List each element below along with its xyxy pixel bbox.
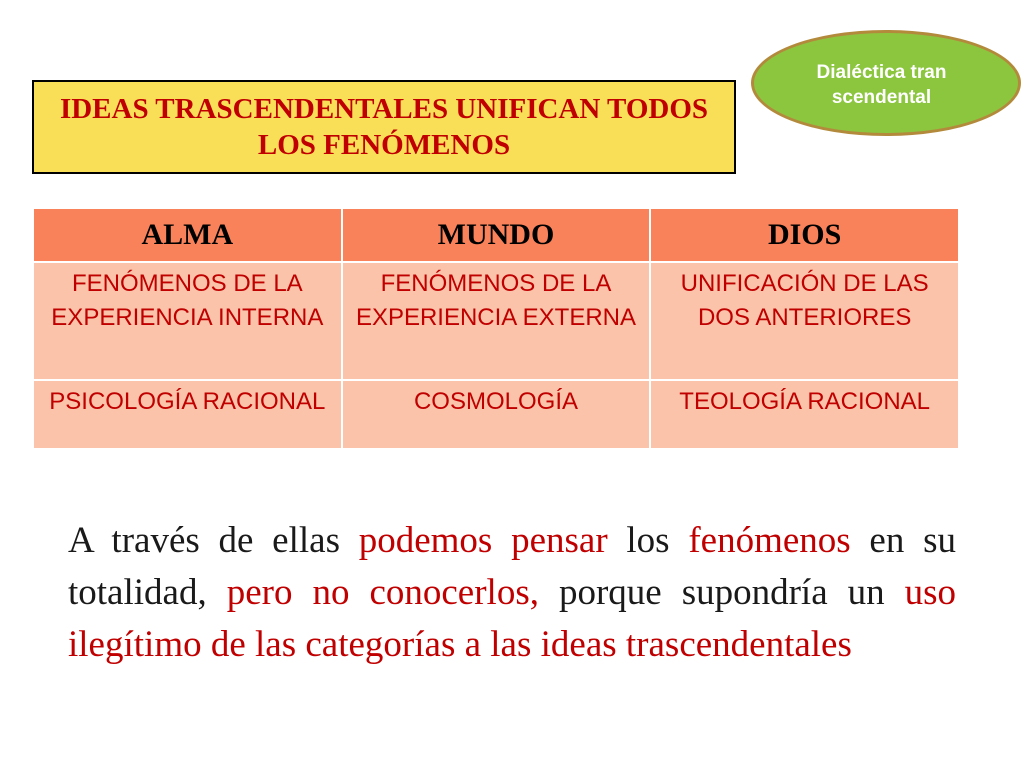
header-dios: DIOS <box>650 208 959 262</box>
cell-mundo-phenomena: FENÓMENOS DE LA EXPERIENCIA EXTERNA <box>342 262 651 380</box>
para-segment: porque supondría un <box>538 572 905 613</box>
para-segment: los <box>607 520 689 561</box>
title-box <box>32 80 736 174</box>
cell-alma-discipline: PSICOLOGÍA RACIONAL <box>33 380 342 449</box>
slide-title: IDEAS TRASCENDENTALES UNIFICAN TODOS LOS FENÓMENOS <box>59 93 709 161</box>
para-highlight: podemos pensar <box>358 520 608 561</box>
dialectica-badge <box>751 30 1021 136</box>
cell-dios-discipline: TEOLOGÍA RACIONAL <box>650 380 959 449</box>
cell-alma-phenomena: FENÓMENOS DE LA EXPERIENCIA INTERNA <box>33 262 342 380</box>
badge-label: Dialéctica transcendental <box>816 62 947 108</box>
para-segment: A través de ellas <box>68 520 359 561</box>
ideas-table <box>32 207 960 450</box>
header-alma: ALMA <box>33 208 342 262</box>
para-highlight: fenómenos <box>688 520 851 561</box>
para-segment: en su totalidad, <box>68 520 956 613</box>
table-row <box>33 262 959 380</box>
explanation-paragraph <box>68 515 956 671</box>
para-highlight: uso ilegítimo de las categorías a las ideas trascendentales <box>68 572 957 665</box>
cell-mundo-discipline: COSMOLOGÍA <box>342 380 651 449</box>
cell-dios-phenomena: UNIFICACIÓN DE LAS DOS ANTERIORES <box>650 262 959 380</box>
para-highlight: pero no conocerlos, <box>226 572 539 613</box>
table-header-row <box>33 208 959 262</box>
header-mundo: MUNDO <box>342 208 651 262</box>
table-row <box>33 380 959 449</box>
